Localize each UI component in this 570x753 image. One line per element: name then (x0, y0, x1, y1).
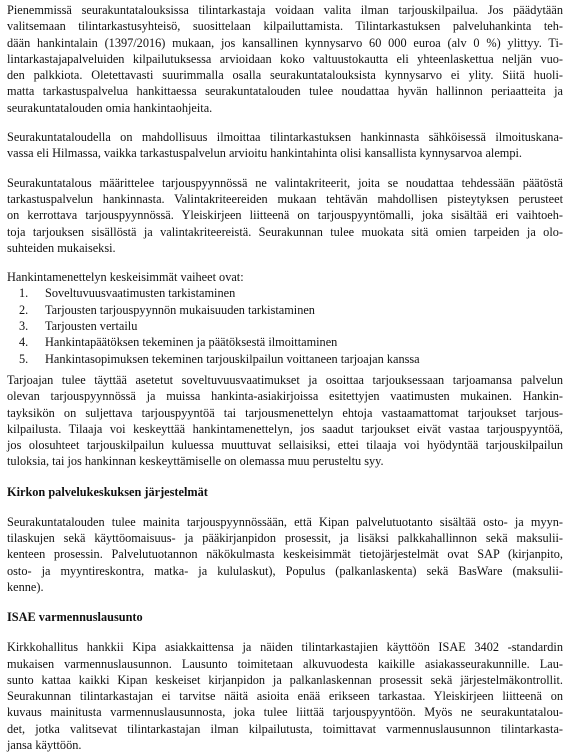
text-line: seurakuntatalouden omia hankintaohjeita. (7, 100, 213, 115)
list-item-number: 5. (19, 351, 29, 366)
paragraph-hilma (7, 129, 563, 162)
text-line: Seurakuntatalouden tulee mainita tarjouspyynnössään, että Kipan palvelutuotanto sisältää osto- ja myyn- (7, 514, 563, 529)
text-line: osto- ja myyntireskontra, matka- ja kululaskut), Populus (palkanlaskenta) sekä BasWare (maksulii- (7, 563, 563, 578)
list-item (7, 334, 563, 350)
document-page (7, 2, 563, 753)
list-item-number: 3. (19, 319, 29, 334)
text-line: tilaskujen sekä käyttöomaisuus- ja pääkirjanpidon prosessit, ja lisäksi palkkahallinnon sekä maksulii- (7, 531, 563, 546)
text-line: mukaisen varmennuslausunnon. Lausunto toimitetaan alkuvuodesta kaikille asiakasseurakunnille. Lau- (7, 656, 563, 671)
list-item-text: Tarjousten tarjouspyynnön mukaisuuden tarkistaminen (45, 302, 315, 317)
text-line: Seurakuntataloudella on mahdollisuus ilmoittaa tilintarkastuksen hankinnasta sähköisessä ilmoituskana- (7, 130, 563, 145)
text-line: tuloksia, tai jos hankinnan keskeyttämiselle on olemassa muu perusteltu syy. (7, 454, 384, 469)
list-item (7, 351, 563, 367)
list-item-number: 4. (19, 335, 29, 350)
list-item-text: Hankintapäätöksen tekeminen ja päätöksestä ilmoittaminen (45, 335, 338, 350)
text-line: matta tarkastuspalvelua hankittaessa seurakuntatalouden tulee noudattaa hyvän hallinnon periaatteita ja (7, 84, 563, 99)
text-line: valitsemaan tilintarkastusyhteisö, suosittelaan kilpailuttamista. Tilintarkastuksen palveluhankinta teh- (7, 19, 563, 34)
text-line: on kerrottava tarjouspyynnössä. Yleiskirjeen liitteenä on tarjouspyyntömalli, joka sisältää eri vaihtoeh- (7, 208, 563, 223)
list-item-text: Hankintasopimuksen tekeminen tarjouskilpailun voittaneen tarjoajan kanssa (45, 351, 420, 366)
paragraph-valintakriteerit (7, 175, 563, 256)
list-item (7, 318, 563, 334)
text-line: kenteen prosessin. Palvelutuotannon näkökulmasta keskeisimmät tietojärjestelmät ovat SAP (kirjanpito, (7, 547, 563, 562)
text-line: lintarkastajapalveluiden kilpailutuksessa arvioidaan koko valtuustokautta eli yhteenlaskettua neljän vuo- (7, 51, 563, 66)
section-heading-isae: ISAE varmennuslausunto (7, 610, 143, 625)
text-line: kilpailusta. Tilaaja voi keskeyttää hankintamenettelyn, jos saadut tarjoukset eivät vastaa tarjouspyyntöä, (7, 421, 563, 436)
text-line: Seurakuntatalous määrittelee tarjouspyynnössä ne valintakriteerit, joita se noudattaa tehdessään päätöstä (7, 175, 563, 190)
procurement-steps-list (7, 269, 563, 367)
list-item-text: Tarjousten vertailu (45, 319, 138, 334)
text-line: olevan tarjouspyynnössä ja muissa hankinta-asiakirjoissa esitettyjen vaatimusten mukainen. Hankin- (7, 389, 563, 404)
text-line: tarkastuspalvelun hankinnasta. Valintakriteereiden mukaan tehtävän mahdollisen pisteytyksen perusteet (7, 191, 563, 206)
list-title: Hankintamenettelyn keskeisimmät vaiheet ovat: (7, 270, 244, 285)
list-item-number: 1. (19, 286, 29, 301)
text-line: Tarjoajan tulee täyttää asetetut soveltuvuusvaatimukset ja osoittaa tarjouksessaan tarjoamansa palvelun (7, 372, 563, 387)
paragraph-jarjestelmat (7, 514, 563, 595)
text-line: tayksikön on suljettava tarjouspyyntöä tai tarjousmenettelyn ehtoja vastaamattomat tarjoukset tarjous- (7, 405, 563, 420)
list-item-number: 2. (19, 302, 29, 317)
text-line: kuvaus mainitusta varmennuslausunnosta, joka tulee liittää tarjouspyyntöön. Myös ne seurakuntatalou- (7, 705, 563, 720)
text-line: Kirkkohallitus hankkii Kipa asiakkaittensa ja näiden tilintarkastajien käyttöön ISAE 3402 -standardin (7, 640, 563, 655)
text-line: jansa käyttöön. (7, 737, 82, 752)
text-line: dään hankintalain (1397/2016) mukaan, jos kansallinen kynnysarvo 60 000 euroa (alv 0 %) ylittyy. Ti- (7, 35, 563, 50)
text-line: den palkkiota. Oletettavasti suurimmalla osalla seurakuntatalouksista kynnysarvo ei ylity. Siitä huoli- (7, 68, 563, 83)
paragraph-soveltuvuus (7, 372, 563, 470)
list-item (7, 285, 563, 301)
text-line: det, jotka valitsevat tilintarkastajan ilman kilpailutusta, toimittavat varmennuslausunnon tilintarkasta- (7, 721, 563, 736)
text-line: toja tarjouksen sisällöstä ja valintakriteereistä. Seurakunnan tulee muokata sitä omien tarpeiden ja olo- (7, 224, 563, 239)
text-line: kenne). (7, 579, 44, 594)
text-line: Pienemmissä seurakuntatalouksissa tilintarkastaja voidaan valita ilman tarjouskilpailua. Jos päädytään (7, 3, 563, 17)
text-line: jos olosuhteet tarjouskilpailun kuluessa muuttuvat sellaisiksi, ettei tilaaja voi hyödyntää tarjouskilpailun (7, 438, 563, 453)
text-line: sunto kattaa kaikki Kipan keskeiset kirjanpidon ja palkanlaskennan prosessit sekä järjestelmäkontrollit. (7, 672, 563, 687)
paragraph-varmennuslausunto (7, 639, 563, 753)
text-line: Seurakunnan tilintarkastajan ei tarvitse näitä asioita enää erikseen tarkastaa. Yleiskirjeen liitteenä on (7, 689, 563, 704)
text-line: vassa eli Hilmassa, vaikka tarkastuspalvelun arvioitu hankintahinta olisi kansallista kynnysarvoa alempi. (7, 146, 522, 161)
text-line: suhteiden mukaiseksi. (7, 240, 116, 255)
list-item-text: Soveltuvuusvaatimusten tarkistaminen (45, 286, 236, 301)
section-heading-kirkon-palvelukeskus: Kirkon palvelukeskuksen järjestelmät (7, 484, 208, 499)
paragraph-tarjouskilpailu (7, 2, 563, 116)
list-item (7, 302, 563, 318)
